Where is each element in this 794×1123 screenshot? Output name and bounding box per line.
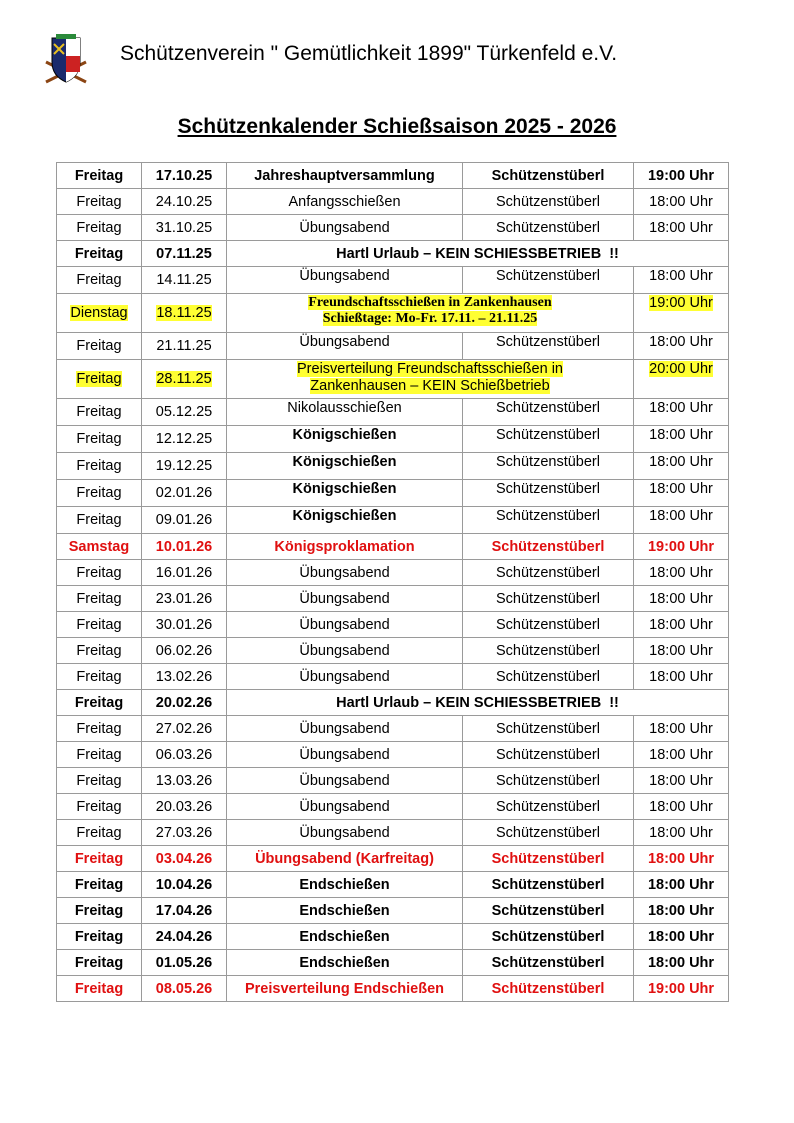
time-cell: 18:00 Uhr: [634, 950, 729, 976]
location-cell: Schützenstüberl: [463, 215, 634, 241]
location-cell: Schützenstüberl: [463, 189, 634, 215]
table-row: [57, 612, 729, 638]
date-cell: 06.02.26: [142, 638, 227, 664]
time-cell: 18:00 Uhr: [634, 924, 729, 950]
organization-name: Schützenverein " Gemütlichkeit 1899" Türkenfeld e.V.: [120, 42, 618, 65]
date-cell: 10.04.26: [142, 872, 227, 898]
table-row: [57, 189, 729, 215]
date-cell: 07.11.25: [142, 241, 227, 267]
date-text: 28.11.25: [156, 371, 212, 387]
time-cell: 19:00 Uhr: [634, 163, 729, 189]
day-cell: Freitag: [57, 426, 142, 453]
table-row: [57, 480, 729, 507]
table-row: [57, 638, 729, 664]
location-cell: Schützenstüberl: [463, 399, 634, 426]
table-row: [57, 534, 729, 560]
day-cell: Freitag: [57, 399, 142, 426]
location-cell: Schützenstüberl: [463, 820, 634, 846]
crest-red-field: [66, 56, 80, 72]
date-cell: 05.12.25: [142, 399, 227, 426]
event-cell: [227, 360, 634, 399]
time-cell: 18:00 Uhr: [634, 768, 729, 794]
location-cell: Schützenstüberl: [463, 742, 634, 768]
date-cell: 17.04.26: [142, 898, 227, 924]
location-cell: Schützenstüberl: [463, 872, 634, 898]
table-row: [57, 163, 729, 189]
event-cell: Endschießen: [227, 924, 463, 950]
day-cell: Freitag: [57, 950, 142, 976]
time-text: 20:00 Uhr: [649, 361, 713, 377]
event-line-2: Zankenhausen – KEIN Schießbetrieb: [310, 378, 550, 394]
table-row: [57, 399, 729, 426]
time-cell: 19:00 Uhr: [634, 976, 729, 1002]
time-cell: 18:00 Uhr: [634, 560, 729, 586]
event-cell: Übungsabend: [227, 267, 463, 294]
day-cell: Freitag: [57, 690, 142, 716]
time-cell: 18:00 Uhr: [634, 215, 729, 241]
table-row: [57, 360, 729, 399]
day-cell: Freitag: [57, 872, 142, 898]
day-cell: Freitag: [57, 507, 142, 534]
crest-green-band: [56, 34, 76, 39]
location-cell: Schützenstüberl: [463, 898, 634, 924]
location-cell: Schützenstüberl: [463, 950, 634, 976]
day-cell: Freitag: [57, 560, 142, 586]
table-row: [57, 453, 729, 480]
table-row: [57, 794, 729, 820]
date-cell: 23.01.26: [142, 586, 227, 612]
time-cell: 18:00 Uhr: [634, 426, 729, 453]
time-cell: [634, 360, 729, 399]
time-cell: 19:00 Uhr: [634, 534, 729, 560]
date-cell: 20.02.26: [142, 690, 227, 716]
day-cell: Freitag: [57, 742, 142, 768]
day-cell: [57, 360, 142, 399]
table-row: [57, 215, 729, 241]
day-cell: Freitag: [57, 898, 142, 924]
event-cell: Königschießen: [227, 453, 463, 480]
location-cell: Schützenstüberl: [463, 638, 634, 664]
date-cell: 16.01.26: [142, 560, 227, 586]
event-cell: Anfangsschießen: [227, 189, 463, 215]
table-row: [57, 241, 729, 267]
location-cell: Schützenstüberl: [463, 480, 634, 507]
table-row: [57, 976, 729, 1002]
date-cell: 10.01.26: [142, 534, 227, 560]
time-cell: 18:00 Uhr: [634, 267, 729, 294]
day-cell: Freitag: [57, 820, 142, 846]
location-cell: Schützenstüberl: [463, 507, 634, 534]
event-cell: Hartl Urlaub – KEIN SCHIESSBETRIEB !!: [227, 241, 729, 267]
event-cell: Königschießen: [227, 426, 463, 453]
date-text: 18.11.25: [156, 305, 212, 321]
day-cell: [57, 294, 142, 333]
event-cell: Endschießen: [227, 898, 463, 924]
date-cell: 03.04.26: [142, 846, 227, 872]
location-cell: Schützenstüberl: [463, 612, 634, 638]
table-row: [57, 507, 729, 534]
location-cell: Schützenstüberl: [463, 534, 634, 560]
event-cell: Königsproklamation: [227, 534, 463, 560]
event-cell: Übungsabend (Karfreitag): [227, 846, 463, 872]
day-cell: Freitag: [57, 267, 142, 294]
event-cell: Übungsabend: [227, 560, 463, 586]
time-cell: 18:00 Uhr: [634, 716, 729, 742]
event-line-2: Schießtage: Mo-Fr. 17.11. – 21.11.25: [322, 311, 538, 326]
table-row: [57, 820, 729, 846]
table-row: [57, 426, 729, 453]
day-cell: Freitag: [57, 924, 142, 950]
day-cell: Freitag: [57, 189, 142, 215]
table-row: [57, 898, 729, 924]
location-cell: Schützenstüberl: [463, 333, 634, 360]
event-cell: Übungsabend: [227, 716, 463, 742]
event-line-1: Freundschaftsschießen in Zankenhausen: [308, 295, 552, 310]
event-cell: Endschießen: [227, 872, 463, 898]
date-cell: 27.03.26: [142, 820, 227, 846]
event-cell: [227, 294, 634, 333]
day-cell: Samstag: [57, 534, 142, 560]
date-cell: 24.10.25: [142, 189, 227, 215]
day-cell: Freitag: [57, 333, 142, 360]
date-cell: 13.02.26: [142, 664, 227, 690]
date-cell: 19.12.25: [142, 453, 227, 480]
location-cell: Schützenstüberl: [463, 768, 634, 794]
event-cell: Endschießen: [227, 950, 463, 976]
table-row: [57, 586, 729, 612]
location-cell: Schützenstüberl: [463, 163, 634, 189]
location-cell: Schützenstüberl: [463, 267, 634, 294]
date-cell: 08.05.26: [142, 976, 227, 1002]
date-cell: 24.04.26: [142, 924, 227, 950]
table-row: [57, 742, 729, 768]
event-cell: Übungsabend: [227, 820, 463, 846]
time-cell: 18:00 Uhr: [634, 820, 729, 846]
date-cell: 17.10.25: [142, 163, 227, 189]
day-text: Dienstag: [70, 305, 128, 321]
day-cell: Freitag: [57, 480, 142, 507]
location-cell: Schützenstüberl: [463, 976, 634, 1002]
time-cell: 18:00 Uhr: [634, 399, 729, 426]
table-row: [57, 716, 729, 742]
date-cell: 14.11.25: [142, 267, 227, 294]
location-cell: Schützenstüberl: [463, 453, 634, 480]
date-cell: 20.03.26: [142, 794, 227, 820]
time-cell: 18:00 Uhr: [634, 612, 729, 638]
date-cell: [142, 294, 227, 333]
day-cell: Freitag: [57, 846, 142, 872]
date-cell: [142, 360, 227, 399]
table-row: [57, 768, 729, 794]
time-cell: 18:00 Uhr: [634, 453, 729, 480]
event-cell: Übungsabend: [227, 768, 463, 794]
day-cell: Freitag: [57, 241, 142, 267]
table-row: [57, 924, 729, 950]
event-cell: Übungsabend: [227, 612, 463, 638]
day-cell: Freitag: [57, 453, 142, 480]
event-cell: Königschießen: [227, 480, 463, 507]
date-cell: 01.05.26: [142, 950, 227, 976]
date-cell: 06.03.26: [142, 742, 227, 768]
event-cell: Preisverteilung Endschießen: [227, 976, 463, 1002]
time-cell: 18:00 Uhr: [634, 898, 729, 924]
day-cell: Freitag: [57, 586, 142, 612]
event-cell: Übungsabend: [227, 638, 463, 664]
location-cell: Schützenstüberl: [463, 924, 634, 950]
time-cell: 18:00 Uhr: [634, 638, 729, 664]
time-cell: [634, 294, 729, 333]
event-cell: Übungsabend: [227, 215, 463, 241]
table-row: [57, 294, 729, 333]
day-text: Freitag: [76, 371, 122, 387]
event-cell: Übungsabend: [227, 742, 463, 768]
table-row: [57, 950, 729, 976]
event-cell: Königschießen: [227, 507, 463, 534]
day-cell: Freitag: [57, 612, 142, 638]
time-cell: 18:00 Uhr: [634, 480, 729, 507]
time-cell: 18:00 Uhr: [634, 664, 729, 690]
event-cell: Übungsabend: [227, 333, 463, 360]
location-cell: Schützenstüberl: [463, 560, 634, 586]
table-row: [57, 690, 729, 716]
table-row: [57, 267, 729, 294]
day-cell: Freitag: [57, 664, 142, 690]
date-cell: 09.01.26: [142, 507, 227, 534]
time-cell: 18:00 Uhr: [634, 586, 729, 612]
day-cell: Freitag: [57, 163, 142, 189]
event-cell: Übungsabend: [227, 586, 463, 612]
page-title: Schützenkalender Schießsaison 2025 - 2026: [177, 115, 617, 138]
event-cell: Jahreshauptversammlung: [227, 163, 463, 189]
date-cell: 30.01.26: [142, 612, 227, 638]
date-cell: 21.11.25: [142, 333, 227, 360]
table-row: [57, 560, 729, 586]
date-cell: 27.02.26: [142, 716, 227, 742]
time-text: 19:00 Uhr: [649, 295, 713, 311]
schedule-table: [56, 162, 729, 1002]
event-cell: Übungsabend: [227, 664, 463, 690]
event-cell: Hartl Urlaub – KEIN SCHIESSBETRIEB !!: [227, 690, 729, 716]
day-cell: Freitag: [57, 976, 142, 1002]
day-cell: Freitag: [57, 215, 142, 241]
location-cell: Schützenstüberl: [463, 716, 634, 742]
time-cell: 18:00 Uhr: [634, 846, 729, 872]
event-cell: Nikolausschießen: [227, 399, 463, 426]
time-cell: 18:00 Uhr: [634, 872, 729, 898]
date-cell: 13.03.26: [142, 768, 227, 794]
day-cell: Freitag: [57, 638, 142, 664]
date-cell: 02.01.26: [142, 480, 227, 507]
event-cell: Übungsabend: [227, 794, 463, 820]
day-cell: Freitag: [57, 768, 142, 794]
time-cell: 18:00 Uhr: [634, 794, 729, 820]
day-cell: Freitag: [57, 794, 142, 820]
location-cell: Schützenstüberl: [463, 664, 634, 690]
time-cell: 18:00 Uhr: [634, 507, 729, 534]
location-cell: Schützenstüberl: [463, 586, 634, 612]
table-row: [57, 872, 729, 898]
day-cell: Freitag: [57, 716, 142, 742]
date-cell: 31.10.25: [142, 215, 227, 241]
location-cell: Schützenstüberl: [463, 426, 634, 453]
time-cell: 18:00 Uhr: [634, 189, 729, 215]
table-row: [57, 333, 729, 360]
table-row: [57, 846, 729, 872]
location-cell: Schützenstüberl: [463, 794, 634, 820]
time-cell: 18:00 Uhr: [634, 333, 729, 360]
date-cell: 12.12.25: [142, 426, 227, 453]
table-row: [57, 664, 729, 690]
event-line-1: Preisverteilung Freundschaftsschießen in: [297, 361, 563, 377]
club-crest-logo: [42, 32, 90, 88]
time-cell: 18:00 Uhr: [634, 742, 729, 768]
location-cell: Schützenstüberl: [463, 846, 634, 872]
